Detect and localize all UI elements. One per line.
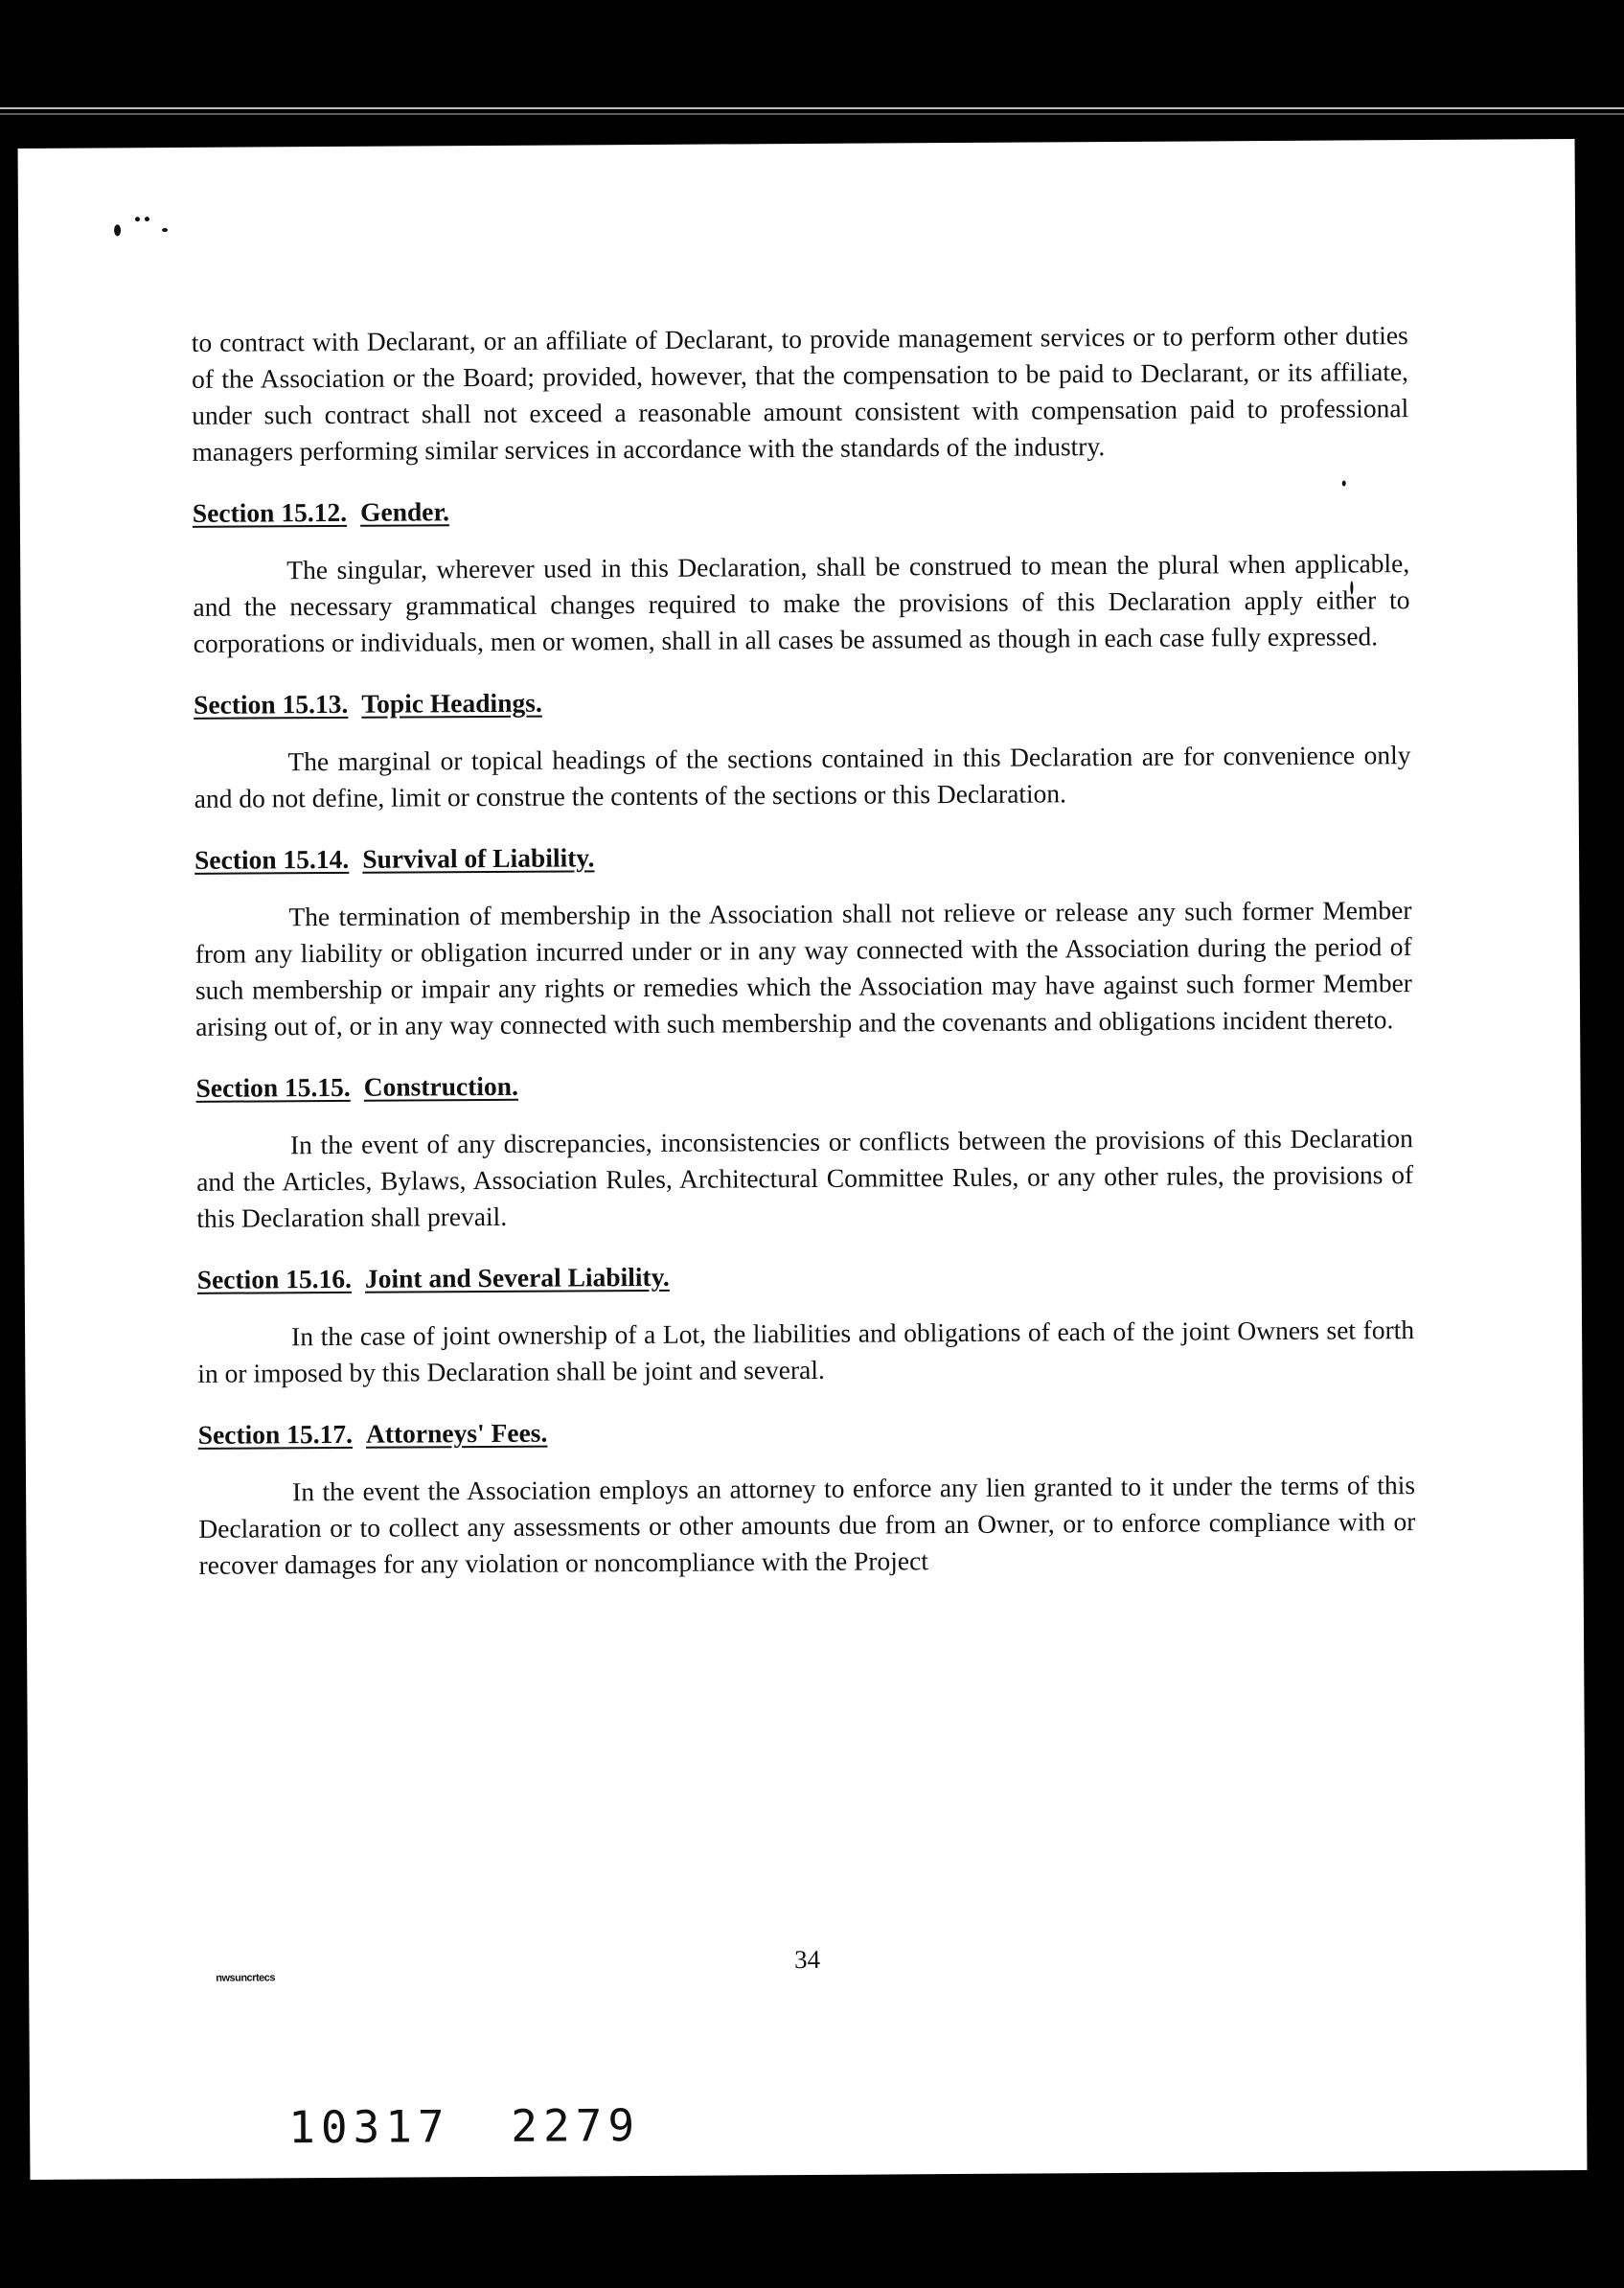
document-body — [192, 317, 1416, 1584]
section-body: The marginal or topical headings of the sections contained in this Declaration are for convenience only and do not define, limit or construe the contents of the sections or this Declaration. — [194, 740, 1411, 813]
section-title: Joint and Several Liability. — [364, 1261, 670, 1293]
scan-speck — [135, 217, 140, 221]
section-number: Section 15.15. — [195, 1071, 351, 1103]
section-number: Section 15.14. — [194, 843, 350, 875]
bates-number: 10317 2279 — [287, 2099, 641, 2154]
opening-paragraph: to contract with Declarant, or an affiliate of Declarant, to provide management services or to perform other duties of the Association or the Board; provided, however, that the compensation to be paid to Declarant, or its affiliate, under such contract shall not exceed a reasonable amount consistent with compensation paid to professional managers performing similar services in accordance with the standards of the industry. — [191, 320, 1409, 467]
section-heading — [197, 1254, 1414, 1298]
section-body: In the event of any discrepancies, inconsistencies or conflicts between the provisions of this Declaration and the Articles, Bylaws, Association Rules, Architectural Committee Rules, or any other rules, the provisions of this Declaration shall prevail. — [196, 1123, 1414, 1233]
section-body: The termination of membership in the Association shall not relieve or release any such former Member from any liability or obligation incurred under or in any way connected with the Association during the period of such membership or impair any rights or remedies which the Association may have against such former Member arising out of, or in any way connected with such membership and the covenants and obligations incident thereto. — [194, 895, 1412, 1041]
document-code: nwsuncrtecs — [216, 1972, 275, 1984]
section-body: The singular, wherever used in this Declaration, shall be construed to mean the plural when applicable, and the necessary grammatical changes required to make the provisions of this Declaration apply either to corporations or individuals, men or women, shall in all cases be assumed as though in each case fully expressed. — [193, 548, 1410, 658]
section-heading — [194, 835, 1411, 879]
section-body: In the case of joint ownership of a Lot, the liabilities and obligations of each of the joint Owners set forth in or imposed by this Declaration shall be joint and several. — [197, 1315, 1415, 1388]
page-number: 34 — [794, 1944, 821, 1975]
section-number: Section 15.16. — [196, 1263, 353, 1294]
section-title: Survival of Liability. — [362, 842, 595, 874]
section-body: In the event the Association employs an attorney to enforce any lien granted to it under the terms of this Declaration or to collect any assessments or other amounts due from an Owner, or to enforce compliance with or recover damages for any violation or noncompliance with the Project — [198, 1470, 1416, 1580]
section-number: Section 15.17. — [197, 1418, 354, 1450]
scan-edge-line — [0, 113, 1624, 115]
section-title: Topic Headings. — [361, 687, 542, 719]
section-number: Section 15.12. — [192, 496, 348, 528]
section-heading — [193, 488, 1409, 532]
section-number: Section 15.13. — [193, 688, 349, 720]
section-heading — [194, 679, 1410, 723]
document-page — [18, 139, 1588, 2180]
section-title: Attorneys' Fees. — [365, 1417, 548, 1449]
section-title: Construction. — [363, 1070, 518, 1102]
scan-speck — [114, 224, 121, 236]
scan-speck — [162, 228, 168, 232]
scan-speck — [145, 217, 149, 221]
section-title: Gender. — [359, 496, 450, 527]
section-heading — [195, 1063, 1412, 1107]
scan-edge-line — [0, 107, 1624, 109]
section-heading — [198, 1409, 1415, 1453]
